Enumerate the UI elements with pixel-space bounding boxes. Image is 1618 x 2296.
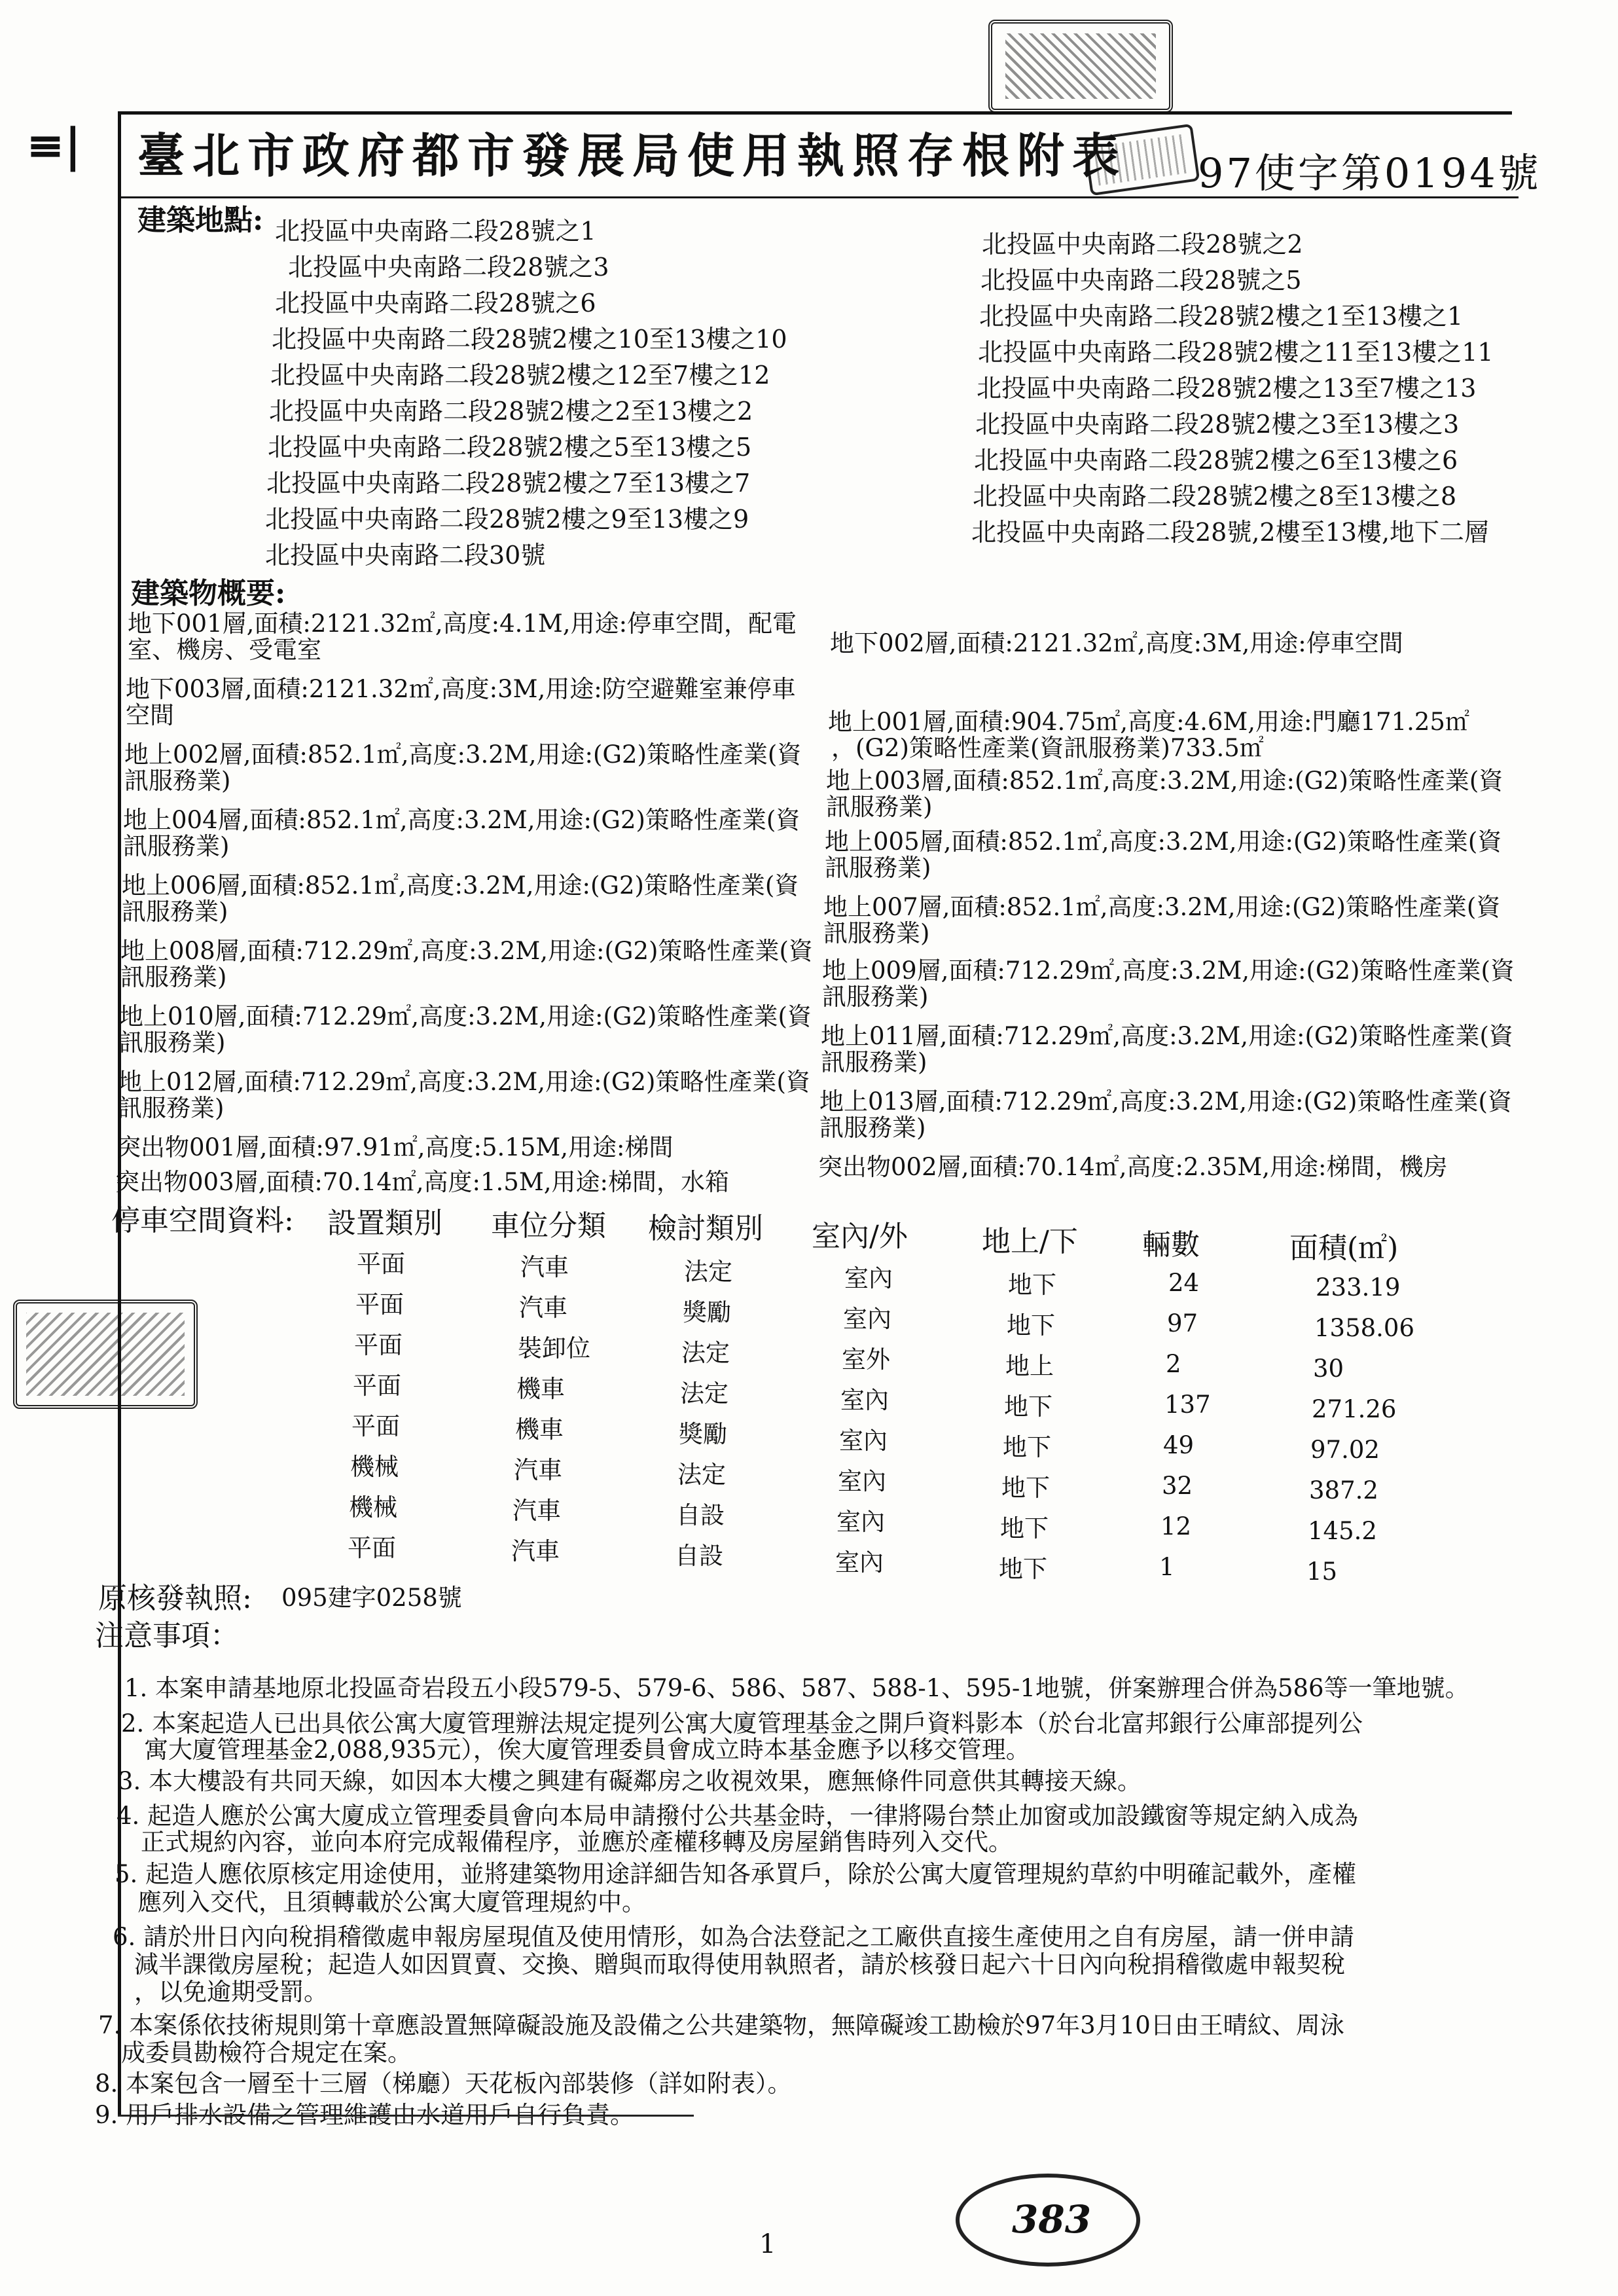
table-cell: 97 — [1167, 1309, 1198, 1338]
seal-number: 383 — [1012, 2197, 1092, 2242]
floor-entry-line1: 突出物003層,面積:70.14㎡,高度:1.5M,用途:梯間，水箱 — [115, 1168, 729, 1196]
left-stamp — [13, 1300, 198, 1409]
parking-label: 停車空間資料: — [111, 1204, 294, 1237]
location-item: 北投區中央南路二段28號2樓之13至7樓之13 — [977, 374, 1477, 403]
table-cell: 室內 — [840, 1386, 889, 1414]
floor-entry-line1: 地上004層,面積:852.1㎡,高度:3.2M,用途:(G2)策略性產業(資 — [123, 806, 800, 834]
floor-entry-line1: 地上010層,面積:712.29㎡,高度:3.2M,用途:(G2)策略性產業(資 — [119, 1002, 812, 1030]
table-cell: 12 — [1160, 1512, 1192, 1540]
table-cell: 地下 — [1004, 1393, 1052, 1421]
notes-label: 注意事項： — [95, 1619, 239, 1652]
col-header: 車位分類 — [491, 1209, 606, 1243]
col-header: 檢討類別 — [648, 1212, 763, 1245]
table-cell: 2 — [1166, 1350, 1181, 1378]
floor-entry-line1: 地下002層,面積:2121.32㎡,高度:3M,用途:停車空間 — [830, 629, 1403, 657]
table-cell: 自設 — [675, 1542, 723, 1570]
table-cell: 地下 — [1001, 1474, 1050, 1502]
floor-entry-line1: 地上001層,面積:904.75㎡,高度:4.6M,用途:門廳171.25㎡ — [828, 708, 1469, 736]
table-cell: 平面 — [357, 1250, 405, 1278]
floor-entry-line1: 地上008層,面積:712.29㎡,高度:3.2M,用途:(G2)策略性產業(資 — [120, 937, 813, 965]
floor-entry-line2: 訊服務業) — [123, 832, 230, 860]
table-cell: 平面 — [354, 1331, 403, 1359]
col-header: 地上/下 — [982, 1225, 1078, 1258]
table-cell: 145.2 — [1308, 1517, 1377, 1545]
table-cell: 獎勵 — [679, 1420, 727, 1448]
table-cell: 地下 — [1008, 1271, 1056, 1299]
note-line: 成委員勘檢符合規定在案。 — [121, 2039, 412, 2067]
floor-entry-line1: 地上011層,面積:712.29㎡,高度:3.2M,用途:(G2)策略性產業(資 — [821, 1022, 1513, 1050]
note-line: 應列入交代，且須轉載於公寓大廈管理規約中。 — [137, 1888, 646, 1916]
note-line: 8. 本案包含一層至十三層（梯廳）天花板內部裝修（詳如附表）。 — [95, 2069, 792, 2098]
col-header: 輛數 — [1142, 1228, 1200, 1262]
note-line: 4. 起造人應於公寓大廈成立管理委員會向本局申請撥付公共基金時，一律將陽台禁止加窗或加設鐵窗等規定納入成為 — [117, 1802, 1359, 1830]
table-cell: 地下 — [1003, 1433, 1051, 1461]
note-line: 9. 用戶排水設備之管理維護由水道用戶自行負責。 — [95, 2101, 635, 2129]
table-cell: 室內 — [839, 1427, 888, 1455]
note-line: 正式規約內容，並向本府完成報備程序，並應於產權移轉及房屋銷售時列入交代。 — [141, 1828, 1013, 1856]
floor-entry-line1: 地上007層,面積:852.1㎡,高度:3.2M,用途:(G2)策略性產業(資 — [823, 893, 1501, 921]
floor-entry-line1: 地下001層,面積:2121.32㎡,高度:4.1M,用途:停車空間，配電 — [128, 610, 797, 638]
table-cell: 1358.06 — [1314, 1314, 1415, 1342]
floor-entry-line1: 地上009層,面積:712.29㎡,高度:3.2M,用途:(G2)策略性產業(資 — [822, 957, 1515, 985]
table-cell: 室內 — [843, 1305, 891, 1333]
floor-entry-line2: 訊服務業) — [825, 854, 931, 882]
table-cell: 法定 — [677, 1461, 726, 1489]
floor-entry-line2: 訊服務業) — [826, 793, 933, 821]
note-line: 2. 本案起造人已出具依公寓大廈管理辦法規定提列公寓大廈管理基金之開戶資料影本（於台北富邦銀行公庫部提列公 — [121, 1709, 1363, 1738]
table-cell: 137 — [1164, 1391, 1211, 1419]
table-cell: 49 — [1163, 1431, 1195, 1459]
page-number: 1 — [759, 2229, 776, 2259]
top-stamp — [988, 20, 1173, 113]
location-item: 北投區中央南路二段28號2樓之6至13樓之6 — [974, 446, 1458, 475]
location-item: 北投區中央南路二段28號2樓之7至13樓之7 — [266, 469, 751, 498]
table-cell: 機車 — [516, 1375, 565, 1403]
table-cell: 室內 — [838, 1467, 886, 1495]
table-cell: 法定 — [680, 1379, 728, 1408]
table-cell: 地下 — [999, 1555, 1047, 1583]
table-cell: 汽車 — [519, 1294, 567, 1322]
floor-entry-line1: 地上003層,面積:852.1㎡,高度:3.2M,用途:(G2)策略性產業(資 — [826, 767, 1503, 795]
frame-bottom-line — [118, 2115, 694, 2117]
floor-entry-line2: 訊服務業) — [124, 767, 231, 795]
floor-entry-line2: ，(G2)策略性產業(資訊服務業)733.5㎡ — [831, 734, 1264, 762]
floor-entry-line1: 突出物001層,面積:97.91㎡,高度:5.15M,用途:梯間 — [117, 1133, 674, 1161]
location-item: 北投區中央南路二段28號2樓之11至13樓之11 — [978, 338, 1494, 367]
table-cell: 自設 — [676, 1501, 725, 1529]
table-cell: 271.26 — [1312, 1395, 1397, 1423]
table-cell: 汽車 — [511, 1537, 560, 1565]
floor-entry-line1: 地上013層,面積:712.29㎡,高度:3.2M,用途:(G2)策略性產業(資 — [819, 1087, 1512, 1116]
note-line: 7. 本案係依技術規則第十章應設置無障礙設施及設備之公共建築物，無障礙竣工勘檢於97年3月10日由王晴紋、周泳 — [98, 2011, 1344, 2039]
table-cell: 汽車 — [514, 1456, 562, 1484]
floor-entry-line2: 訊服務業) — [120, 963, 227, 991]
table-cell: 法定 — [684, 1258, 732, 1286]
note-line: 6. 請於卅日內向稅捐稽徵處申報房屋現值及使用情形，如為合法登記之工廠供直接生產使用之自有房屋，請一併申請 — [113, 1923, 1355, 1951]
table-cell: 32 — [1162, 1472, 1193, 1500]
table-cell: 裝卸位 — [518, 1334, 590, 1362]
location-item: 北投區中央南路二段28號2樓之9至13樓之9 — [265, 505, 749, 534]
table-cell: 機車 — [515, 1415, 564, 1444]
col-header: 室內/外 — [812, 1220, 908, 1253]
table-cell: 97.02 — [1310, 1436, 1380, 1464]
location-label: 建築地點: — [137, 204, 264, 237]
location-item: 北投區中央南路二段30號 — [265, 541, 546, 570]
floor-entry-line1: 地上002層,面積:852.1㎡,高度:3.2M,用途:(G2)策略性產業(資 — [124, 740, 802, 769]
floor-entry-line2: 空間 — [126, 701, 174, 729]
table-cell: 機械 — [350, 1453, 399, 1481]
note-line: 1. 本案申請基地原北投區奇岩段五小段579-5、579-6、586、587、588-1、595-1地號，併案辦理合併為586等一筆地號。 — [124, 1674, 1469, 1702]
margin-mark: ≡| — [26, 118, 82, 172]
floor-entry-line2: 訊服務業) — [119, 1029, 226, 1057]
location-item: 北投區中央南路二段28號2樓之2至13樓之2 — [269, 397, 753, 426]
table-cell: 汽車 — [520, 1253, 569, 1281]
col-header: 設置類別 — [327, 1207, 442, 1240]
table-cell: 1 — [1159, 1553, 1175, 1581]
floor-entry-line2: 訊服務業) — [823, 919, 930, 947]
floor-entry-line1: 地上012層,面積:712.29㎡,高度:3.2M,用途:(G2)策略性產業(資 — [118, 1068, 810, 1096]
table-cell: 室內 — [844, 1264, 893, 1292]
location-item: 北投區中央南路二段28號2樓之1至13樓之1 — [979, 302, 1464, 331]
location-item: 北投區中央南路二段28號之1 — [275, 217, 596, 246]
location-item: 北投區中央南路二段28號之3 — [288, 253, 609, 282]
floor-entry-line2: 訊服務業) — [822, 983, 929, 1011]
location-item: 北投區中央南路二段28號之6 — [275, 289, 596, 318]
table-cell: 地下 — [1000, 1514, 1049, 1542]
permit-number: 97使字第0194號 — [1198, 149, 1541, 197]
table-cell: 平面 — [348, 1534, 396, 1562]
table-cell: 平面 — [351, 1412, 400, 1440]
note-line: 3. 本大樓設有共同天線，如因本大樓之興建有礙鄰房之收視效果，應無條件同意供其轉接天線。 — [118, 1767, 1142, 1795]
floor-entry-line1: 地上006層,面積:852.1㎡,高度:3.2M,用途:(G2)策略性產業(資 — [122, 871, 799, 900]
floor-entry-line1: 地下003層,面積:2121.32㎡,高度:3M,用途:防空避難室兼停車 — [126, 675, 796, 703]
table-cell: 15 — [1306, 1558, 1338, 1586]
original-permit-label: 原核發執照: — [98, 1582, 252, 1615]
table-cell: 平面 — [355, 1290, 404, 1319]
table-cell: 室內 — [835, 1548, 884, 1576]
note-line: 5. 起造人應依原核定用途使用，並將建築物用途詳細告知各承買戶，除於公寓大廈管理規約草約中明確記載外，產權 — [115, 1860, 1357, 1888]
table-cell: 室外 — [842, 1345, 890, 1374]
table-cell: 室內 — [836, 1508, 885, 1536]
floor-entry-line1: 突出物002層,面積:70.14㎡,高度:2.35M,用途:梯間，機房 — [818, 1153, 1448, 1181]
location-item: 北投區中央南路二段28號2樓之3至13樓之3 — [975, 410, 1460, 439]
location-item: 北投區中央南路二段28號之5 — [980, 266, 1302, 295]
location-item: 北投區中央南路二段28號2樓之12至7樓之12 — [270, 361, 770, 390]
floor-entry-line2: 訊服務業) — [118, 1094, 225, 1122]
table-cell: 地下 — [1007, 1311, 1055, 1339]
location-item: 北投區中央南路二段28號2樓之10至13樓之10 — [272, 325, 787, 354]
original-permit-value: 095建字0258號 — [281, 1584, 462, 1612]
floor-entry-line1: 地上005層,面積:852.1㎡,高度:3.2M,用途:(G2)策略性產業(資 — [825, 828, 1502, 856]
location-item: 北投區中央南路二段28號,2樓至13樓,地下二層 — [971, 518, 1490, 547]
table-cell: 獎勵 — [683, 1298, 731, 1326]
document-title: 臺北市政府都市發展局使用執照存根附表 — [137, 128, 1128, 183]
floor-entry-line2: 訊服務業) — [122, 898, 228, 926]
location-item: 北投區中央南路二段28號之2 — [982, 230, 1303, 259]
floor-entry-line2: 訊服務業) — [819, 1114, 926, 1142]
table-cell: 機械 — [349, 1493, 397, 1522]
table-cell: 24 — [1168, 1269, 1200, 1297]
location-item: 北投區中央南路二段28號2樓之5至13樓之5 — [268, 433, 752, 462]
table-cell: 平面 — [353, 1372, 401, 1400]
location-item: 北投區中央南路二段28號2樓之8至13樓之8 — [973, 482, 1457, 511]
floor-entry-line2: 訊服務業) — [821, 1048, 927, 1076]
col-header: 面積(㎡) — [1289, 1231, 1399, 1265]
frame-top-line — [118, 111, 1512, 115]
table-cell: 汽車 — [512, 1497, 561, 1525]
table-cell: 233.19 — [1316, 1273, 1401, 1302]
note-line: ，以免逾期受罰。 — [134, 1978, 328, 2006]
bottom-seal — [956, 2174, 1140, 2267]
table-cell: 地上 — [1005, 1352, 1054, 1380]
table-cell: 387.2 — [1309, 1476, 1378, 1504]
note-line: 寓大廈管理基金2,088,935元），俟大廈管理委員會成立時本基金應予以移交管理。 — [144, 1736, 1030, 1764]
note-line: 減半課徵房屋稅；起造人如因買賣、交換、贈與而取得使用執照者，請於核發日起六十日內向稅捐稽徵處申報契稅 — [134, 1950, 1345, 1978]
overview-label: 建築物概要: — [131, 577, 286, 610]
table-cell: 30 — [1313, 1355, 1344, 1383]
table-cell: 法定 — [681, 1339, 730, 1367]
floor-entry-line2: 室、機房、受電室 — [128, 636, 321, 664]
